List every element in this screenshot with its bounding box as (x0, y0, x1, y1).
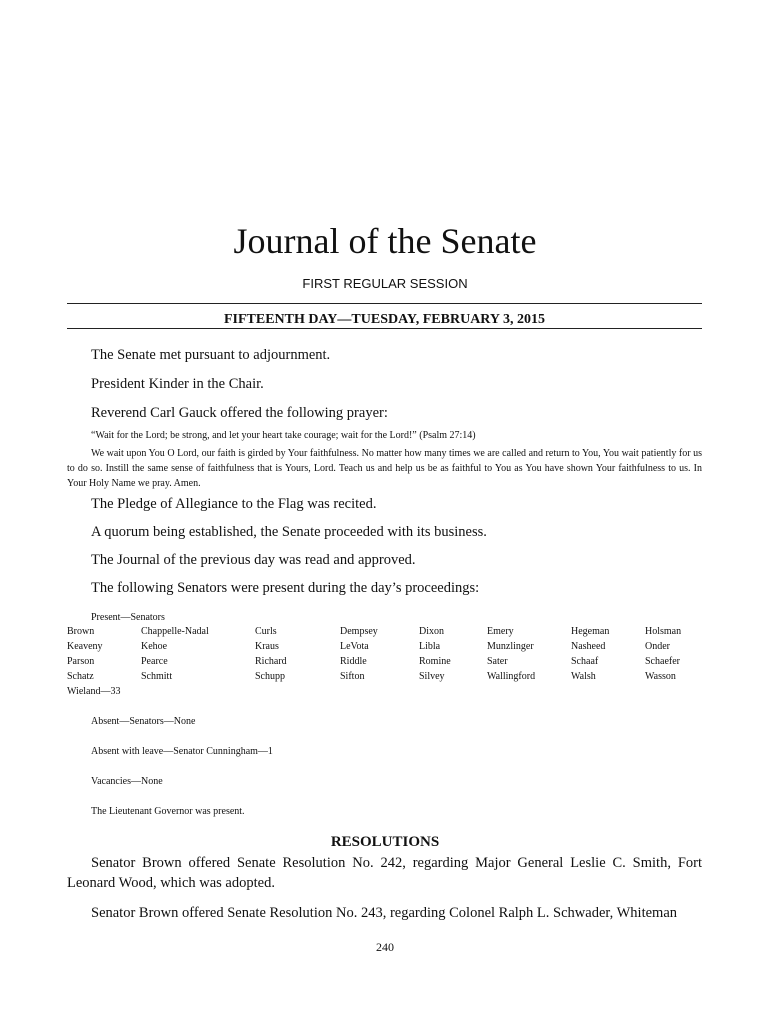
senator-column (340, 624, 378, 684)
senator-name: Schupp (255, 671, 285, 682)
senator-name: Curls (255, 626, 277, 637)
present-total: Wieland—33 (67, 686, 121, 697)
absent-leave-line: Absent with leave—Senator Cunningham—1 (91, 746, 273, 757)
senator-name: LeVota (340, 641, 369, 652)
senator-name: Brown (67, 626, 95, 637)
senator-name: Dixon (419, 626, 444, 637)
session-label: FIRST REGULAR SESSION (302, 276, 468, 291)
senator-name: Richard (255, 656, 287, 667)
senator-name: Dempsey (340, 626, 378, 637)
senator-column (255, 624, 287, 684)
senator-name: Onder (645, 641, 670, 652)
senator-name: Emery (487, 626, 514, 637)
pledge-line: The Pledge of Allegiance to the Flag was recited. (91, 496, 377, 512)
senator-name: Parson (67, 656, 95, 667)
senator-column (67, 624, 103, 684)
prayer-quote: “Wait for the Lord; be strong, and let your heart take courage; wait for the Lord!” (Psalm 27:14) (91, 430, 476, 441)
senator-name: Sifton (340, 671, 365, 682)
senator-name: Schatz (67, 671, 94, 682)
senator-name: Schmitt (141, 671, 173, 682)
senator-name: Wallingford (487, 671, 536, 682)
resolutions-heading: RESOLUTIONS (330, 834, 440, 850)
senator-name: Schaefer (645, 656, 680, 667)
governor-line: The Lieutenant Governor was present. (91, 806, 245, 817)
quorum-line: A quorum being established, the Senate proceeded with its business. (91, 524, 487, 540)
senator-name: Kraus (255, 641, 279, 652)
bottom-rule (67, 328, 702, 329)
vacancies-line: Vacancies—None (91, 776, 163, 787)
prayer-text: We wait upon You O Lord, our faith is girded by Your faithfulness. No matter how many times we are called and return to You, You wait patiently for us to do so. Instill the same sense of faithfulness that is Yours, Lord. Teach us and help us be as faithful to You as You have shown Your faithfulness to us. In Your Holy Name we pray. Amen. (67, 448, 702, 489)
journal-line: The Journal of the previous day was read and approved. (91, 552, 416, 568)
senator-column (419, 624, 451, 684)
senator-name: Chappelle-Nadal (141, 626, 209, 637)
prayer-intro: Reverend Carl Gauck offered the following prayer: (91, 405, 388, 421)
senator-column (487, 624, 535, 684)
senator-name: Pearce (141, 656, 168, 667)
journal-title: Journal of the Senate (233, 221, 537, 261)
senator-name: Holsman (645, 626, 682, 637)
resolution-paragraph: Senator Brown offered Senate Resolution No. 243, regarding Colonel Ralph L. Schwader, Whiteman (91, 905, 678, 921)
senator-column (645, 624, 681, 684)
senator-name: Hegeman (571, 626, 610, 637)
senator-name: Munzlinger (487, 641, 534, 652)
senator-name: Keaveny (67, 641, 103, 652)
top-rule (67, 303, 702, 304)
senator-name: Walsh (571, 671, 596, 682)
senator-name: Schaaf (571, 656, 599, 667)
senator-name: Wasson (645, 671, 676, 682)
senator-name: Sater (487, 656, 508, 667)
senator-column (141, 624, 209, 684)
senator-column (571, 624, 609, 684)
resolution-paragraph: Senator Brown offered Senate Resolution No. 242, regarding Major General Leslie C. Smith, Fort Leonard Wood, which was adopted. (67, 855, 702, 891)
senator-name: Romine (419, 656, 451, 667)
page-number: 240 (376, 940, 394, 954)
present-intro: The following Senators were present during the day’s proceedings: (91, 580, 480, 596)
senator-name: Nasheed (571, 641, 606, 652)
senator-name: Libla (419, 641, 441, 652)
present-label: Present—Senators (91, 612, 165, 623)
senator-name: Kehoe (141, 641, 168, 652)
chair-line: President Kinder in the Chair. (91, 376, 264, 392)
senator-name: Riddle (340, 656, 367, 667)
met-line: The Senate met pursuant to adjournment. (91, 347, 331, 363)
absent-line: Absent—Senators—None (91, 716, 196, 727)
senator-name: Silvey (419, 671, 445, 682)
day-heading: FIFTEENTH DAY—TUESDAY, FEBRUARY 3, 2015 (223, 312, 546, 327)
